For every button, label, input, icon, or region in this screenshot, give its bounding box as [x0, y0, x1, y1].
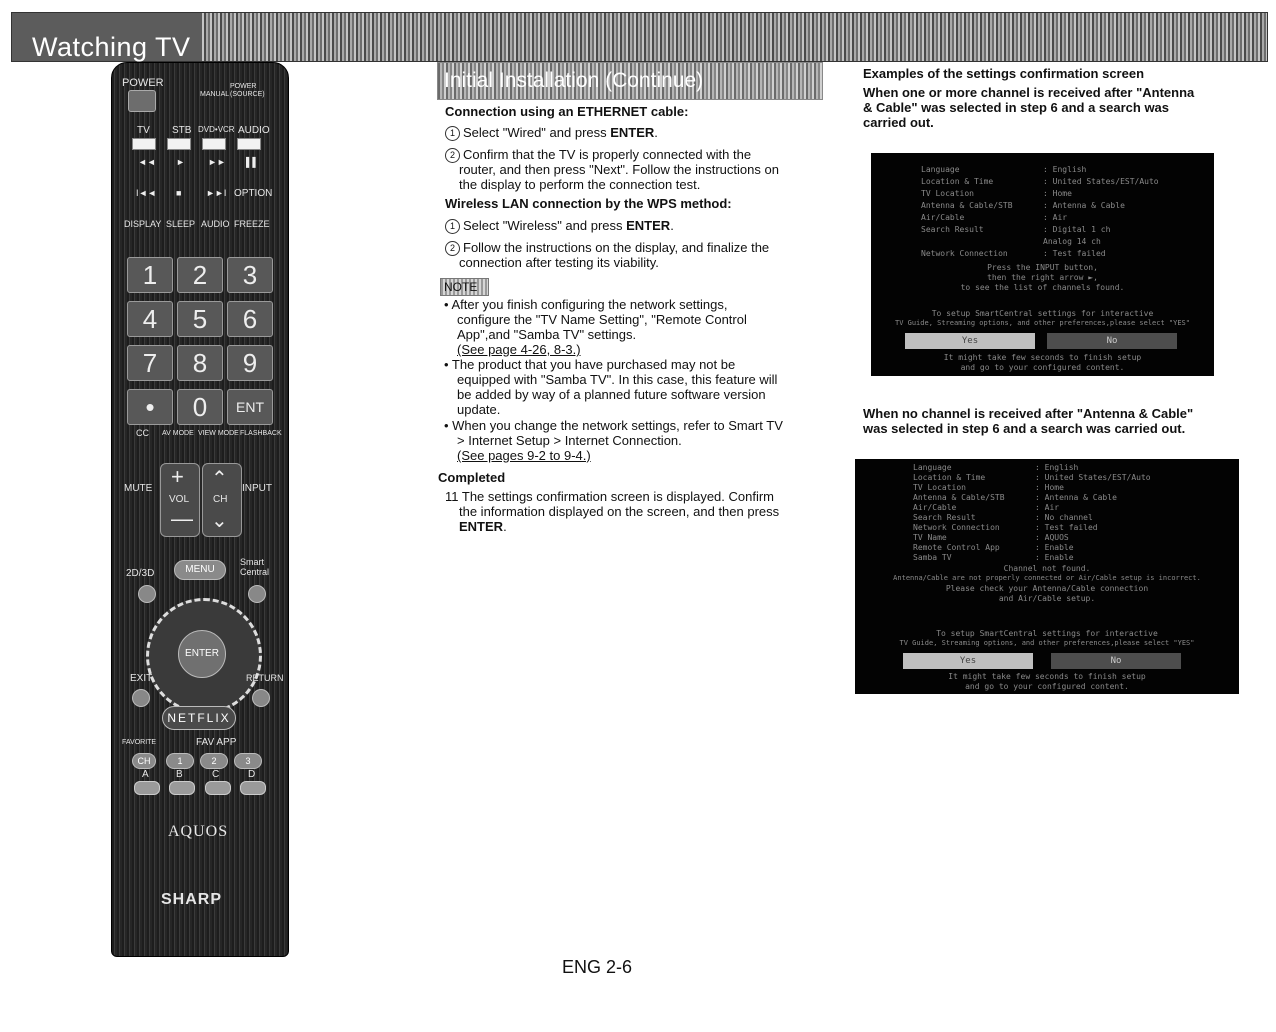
ethernet-step-2-line1: 2 Confirm that the TV is properly connected with the [445, 147, 751, 163]
caption-1-line2: & Cable" was selected in step 6 and a search was [863, 100, 1170, 115]
s1-row-label-0: Language [921, 165, 960, 174]
settings-screen-2 [855, 459, 1239, 694]
s2-no-button[interactable]: No [1051, 653, 1181, 669]
note-1-line2: configure the "TV Name Setting", "Remote Control [457, 312, 747, 327]
remote-b-label: B [176, 769, 183, 780]
remote-b-button [169, 781, 195, 795]
s2-row-label-5: Search Result [913, 513, 976, 522]
s2-row-value-3: : Antenna & Cable [1035, 493, 1117, 502]
page-number: ENG 2-6 [562, 957, 633, 977]
remote-skip-back: I◄◄ [136, 188, 157, 198]
remote-vol-label: VOL [169, 494, 190, 505]
section-heading-band [437, 62, 823, 100]
s2-row-label-4: Air/Cable [913, 503, 957, 512]
note-1-line3: App",and "Samba TV" settings. [457, 327, 637, 342]
remote-cc-label: CC [136, 428, 149, 438]
s2-row-label-7: TV Name [913, 533, 947, 542]
remote-viewmode-label: VIEW MODE [198, 430, 239, 437]
settings-screen-1 [871, 153, 1214, 376]
s2-msg-4: and Air/Cable setup. [998, 594, 1096, 603]
page-title: Watching TV [32, 32, 191, 62]
remote-2d3d-button [138, 585, 156, 603]
s2-smart-2: TV Guide, Streaming options, and other preferences,please select "YES" [899, 639, 1195, 647]
remote-power-label: POWER [122, 77, 164, 89]
remote-src-tv: TV [137, 125, 150, 136]
s1-msg-2: then the right arrow ►, [987, 273, 1098, 282]
remote-key-6: 6 [227, 301, 273, 337]
remote-dpad [146, 598, 262, 714]
s2-row-label-9: Samba TV [913, 553, 952, 562]
s2-row-label-3: Antenna & Cable/STB [913, 493, 1005, 502]
s2-row-value-5: : No channel [1035, 513, 1093, 522]
remote-power-button [128, 90, 156, 112]
remote-freeze-label: FREEZE [234, 219, 270, 229]
remote-fav-2-button: 2 [200, 753, 228, 769]
s2-row-value-7: : AQUOS [1035, 533, 1069, 542]
remote-netflix-button: NETFLIX [162, 706, 236, 730]
remote-key-ent: ENT [227, 389, 273, 425]
s1-smart-2: TV Guide, Streaming options, and other preferences,please select "YES" [894, 319, 1190, 327]
s2-row-label-0: Language [913, 463, 952, 472]
remote-skip-fwd: ►►I [206, 188, 227, 198]
remote-control-image [111, 62, 289, 957]
s2-row-value-8: : Enable [1035, 543, 1074, 552]
s2-row-value-4: : Air [1035, 503, 1060, 512]
remote-d-button [240, 781, 266, 795]
s2-smart-1: To setup SmartCentral settings for interactive [936, 629, 1158, 638]
remote-src-audio: AUDIO [238, 125, 270, 136]
s1-row-value-7: : Test failed [1043, 249, 1106, 258]
s1-row-label-1: Location & Time [921, 177, 994, 186]
remote-sharp-logo: SHARP [161, 891, 223, 908]
remote-avmode-label: AV MODE [162, 430, 194, 437]
s1-row-label-3: Antenna & Cable/STB [921, 201, 1013, 210]
step-1-circle-icon: 1 [445, 219, 460, 234]
wps-step-2-line2: connection after testing its viability. [459, 255, 659, 270]
remote-input-label: INPUT [242, 483, 272, 494]
s1-row-value-4: : Air [1043, 213, 1068, 222]
remote-favorite-label: FAVORITE [122, 739, 157, 746]
s1-row-value-6: Analog 14 ch [1043, 237, 1101, 246]
s1-msg-3: to see the list of channels found. [960, 283, 1125, 292]
step-2-circle-icon: 2 [445, 241, 460, 256]
caption-2-line2: was selected in step 6 and a search was carried out. [863, 421, 1186, 436]
remote-audio-label: AUDIO [201, 219, 230, 229]
s1-foot-1: It might take few seconds to finish setup [943, 353, 1142, 362]
s1-row-label-5: Search Result [921, 225, 984, 234]
remote-key-9: 9 [227, 345, 273, 381]
note-badge: NOTE [440, 278, 489, 296]
note-2-line4: update. [457, 402, 501, 417]
s1-msg-1: Press the INPUT button, [987, 263, 1098, 272]
s1-yes-button[interactable]: Yes [905, 333, 1035, 349]
remote-key-5: 5 [177, 301, 223, 337]
remote-key-1: 1 [127, 257, 173, 293]
remote-key-7: 7 [127, 345, 173, 381]
step-2-circle-icon: 2 [445, 148, 460, 163]
remote-c-button [205, 781, 231, 795]
step-11-line3: ENTER. [459, 519, 507, 534]
remote-key-2: 2 [177, 257, 223, 293]
remote-src-stb-button [167, 138, 191, 150]
note-3-line2: > Internet Setup > Internet Connection. [457, 433, 682, 448]
s2-row-label-2: TV Location [913, 483, 966, 492]
remote-play: ► [176, 157, 185, 167]
remote-display-label: DISPLAY [124, 219, 162, 229]
remote-a-label: A [142, 769, 149, 780]
completed-heading: Completed [438, 470, 506, 485]
s2-yes-button[interactable]: Yes [903, 653, 1033, 669]
note-2-line2: equipped with "Samba TV". In this case, this feature will [457, 372, 778, 387]
caption-2-line1: When no channel is received after "Antenna & Cable" [863, 406, 1194, 421]
remote-src-dvd: DVD•VCR [198, 125, 235, 134]
remote-exit-label: EXIT [130, 673, 153, 684]
remote-enter-button: ENTER [178, 630, 226, 678]
remote-fav-app-label: FAV APP [196, 737, 237, 748]
s2-foot-1: It might take few seconds to finish setup [948, 672, 1146, 681]
s1-row-value-0: : English [1043, 165, 1087, 174]
s2-row-label-8: Remote Control App [913, 543, 1000, 552]
s2-msg-2: Antenna/Cable are not properly connected or Air/Cable setup is incorrect. [893, 574, 1201, 582]
page-banner [11, 12, 1268, 62]
remote-manual-label: MANUAL [200, 91, 230, 98]
remote-return-button [252, 689, 270, 707]
s1-row-value-2: : Home [1043, 189, 1072, 198]
step-11-line1: 11 The settings confirmation screen is displayed. Confirm [445, 489, 775, 504]
wps-title: Wireless LAN connection by the WPS method: [445, 196, 732, 211]
s2-row-label-6: Network Connection [913, 523, 1000, 532]
remote-key-3: 3 [227, 257, 273, 293]
remote-exit-button [132, 689, 150, 707]
remote-smart-central-button [248, 585, 266, 603]
remote-c-label: C [212, 769, 220, 780]
remote-power-source-label: POWER (SOURCE) [230, 83, 265, 98]
note-1-link[interactable]: (See page 4-26, 8-3.) [457, 342, 581, 357]
s1-row-label-2: TV Location [921, 189, 974, 198]
remote-rewind: ◄◄ [138, 157, 156, 167]
s2-row-value-9: : Enable [1035, 553, 1074, 562]
s1-row-value-5: : Digital 1 ch [1043, 225, 1111, 234]
remote-sleep-label: SLEEP [166, 219, 196, 229]
note-3-link[interactable]: (See pages 9-2 to 9-4.) [457, 448, 591, 463]
s1-no-button[interactable]: No [1047, 333, 1177, 349]
s2-msg-1: Channel not found. [1003, 564, 1091, 573]
section-heading: Initial Installation (Continue) [444, 69, 704, 92]
caption-1-line3: carried out. [863, 115, 934, 130]
wps-step-2-line1: 2 Follow the instructions on the display, and finalize the [445, 240, 769, 256]
note-2-line1: • The product that you have purchased may not be [444, 357, 736, 372]
remote-option-label: OPTION [234, 188, 273, 199]
s1-smart-1: To setup SmartCentral settings for interactive [931, 309, 1154, 318]
remote-src-tv-button [132, 138, 156, 150]
s1-row-value-1: : United States/EST/Auto [1043, 177, 1159, 186]
ethernet-title: Connection using an ETHERNET cable: [445, 104, 689, 119]
ethernet-step-2-line2: router, and then press "Next". Follow the instructions on [459, 162, 779, 177]
remote-key-4: 4 [127, 301, 173, 337]
s2-msg-3: Please check your Antenna/Cable connection [945, 584, 1149, 593]
s2-row-value-6: : Test failed [1035, 523, 1098, 532]
remote-fav-1-button: 1 [166, 753, 194, 769]
note-3-line1: • When you change the network settings, refer to Smart TV [444, 418, 783, 433]
remote-d-label: D [248, 769, 256, 780]
remote-return-label: RETURN [246, 673, 284, 683]
step-1-circle-icon: 1 [445, 126, 460, 141]
remote-menu-button: MENU [174, 560, 226, 580]
note-1-line1: • After you finish configuring the network settings, [444, 297, 728, 312]
s2-row-value-0: : English [1035, 463, 1079, 472]
remote-stop: ■ [176, 188, 182, 198]
remote-fav-3-button: 3 [234, 753, 262, 769]
remote-fav-ch-button: CH [132, 753, 156, 769]
ethernet-step-1: 1 Select "Wired" and press ENTER. [445, 125, 658, 141]
s2-row-value-2: : Home [1035, 483, 1064, 492]
remote-ch-label: CH [213, 494, 228, 505]
remote-vol-rocker: + VOL — [160, 463, 200, 537]
s2-row-value-1: : United States/EST/Auto [1035, 473, 1151, 482]
remote-key-8: 8 [177, 345, 223, 381]
remote-mute-label: MUTE [124, 483, 153, 494]
remote-a-button [134, 781, 160, 795]
s2-foot-2: and go to your configured content. [965, 682, 1129, 691]
remote-flashback-label: FLASHBACK [240, 430, 282, 437]
remote-src-dvd-button [202, 138, 226, 150]
remote-2d3d-label: 2D/3D [126, 568, 155, 579]
ethernet-step-2-line3: the display to perform the connection test. [459, 177, 701, 192]
remote-src-stb: STB [172, 125, 192, 136]
remote-smart-central-label: Smart Central [240, 557, 270, 577]
remote-ffwd: ►► [208, 157, 226, 167]
s1-row-value-3: : Antenna & Cable [1043, 201, 1125, 210]
remote-key-0: 0 [177, 389, 223, 425]
wps-step-1: 1 Select "Wireless" and press ENTER. [445, 218, 674, 234]
s1-row-label-4: Air/Cable [921, 213, 965, 222]
remote-src-audio-button [237, 138, 261, 150]
caption-1-line1: When one or more channel is received after "Antenna [863, 85, 1195, 100]
s1-foot-2: and go to your configured content. [960, 363, 1125, 372]
remote-pause: ▌▌ [246, 157, 259, 167]
remote-key-dot: • [127, 389, 173, 425]
s2-row-label-1: Location & Time [913, 473, 986, 482]
remote-ch-rocker: ⌃ CH ⌄ [202, 463, 242, 537]
examples-title: Examples of the settings confirmation screen [863, 66, 1145, 81]
remote-aquos-logo: AQUOS [168, 823, 229, 840]
s1-row-label-7: Network Connection [921, 249, 1008, 258]
note-2-line3: be added by way of a planned future software version [457, 387, 766, 402]
step-11-line2: the information displayed on the screen, and then press [459, 504, 780, 519]
